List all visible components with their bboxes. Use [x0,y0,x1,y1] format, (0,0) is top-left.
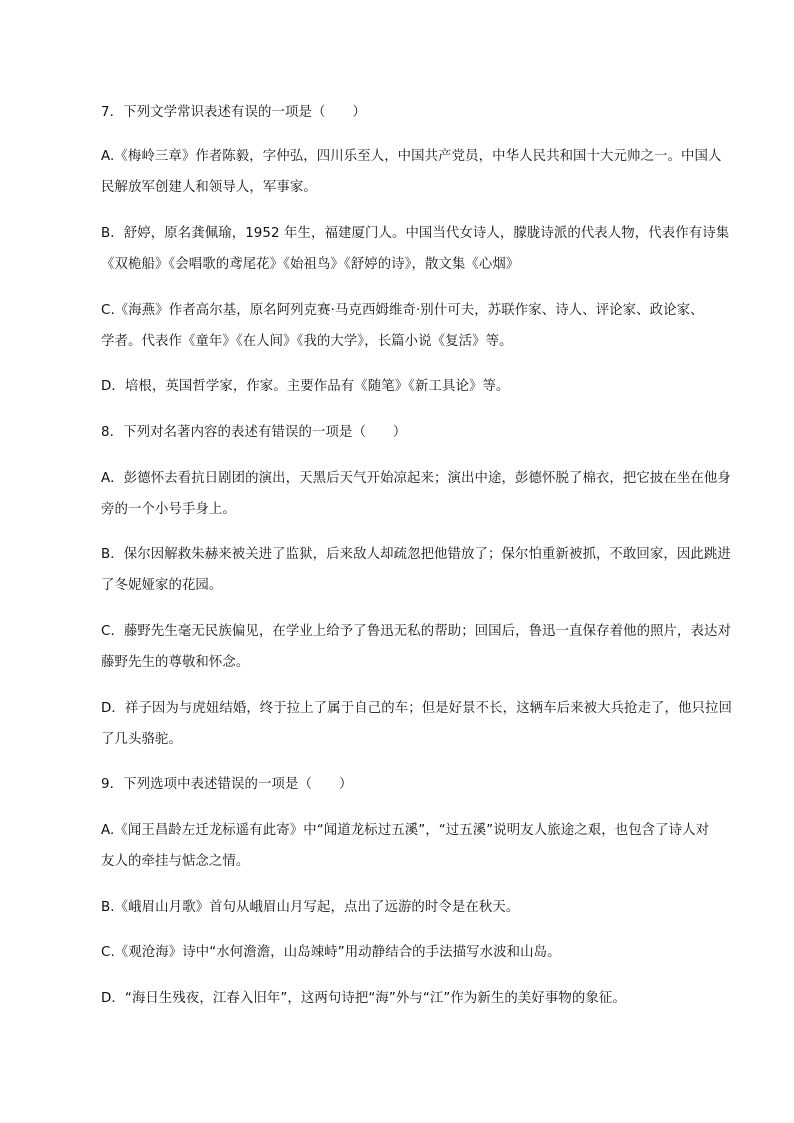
question-8-option-b-line-1: B．保尔因解救朱赫来被关进了监狱，后来敌人却疏忽把他错放了；保尔怕重新被抓，不敢回家，因此跳进 [101,547,731,562]
question-7-option-b-line-1: B．舒婷，原名龚佩瑜，1952 年生，福建厦门人。中国当代女诗人，朦胧诗派的代表人物，代表作有诗集 [101,226,730,241]
question-7-option-a-line-1: A.《梅岭三章》作者陈毅，字仲弘，四川乐至人，中国共产党员，中华人民共和国十大元帅之一。中国人 [101,149,722,164]
question-9-stem: 9．下列选项中表述错误的一项是（ ） [101,777,353,792]
question-8-option-d-line-1: D．祥子因为与虎妞结婚，终于拉上了属于自己的车；但是好景不长，这辆车后来被大兵抢走了，他只拉回 [101,701,732,716]
question-8-option-a-line-1: A．彭德怀去看抗日剧团的演出，天黑后天气开始凉起来；演出中途，彭德怀脱了棉衣，把它披在坐在他身 [101,471,731,486]
question-9-option-b-line-1: B.《峨眉山月歌》首句从峨眉山月写起，点出了远游的时令是在秋天。 [101,900,520,915]
question-8-option-d-line-2: 了几头骆驼。 [101,732,182,747]
question-9-option-c-line-1: C.《观沧海》诗中“水何澹澹，山岛竦峙”用动静结合的手法描写水波和山岛。 [101,945,561,960]
question-8-option-a-line-2: 旁的一个小号手身上。 [101,502,236,517]
question-7-option-b-line-2: 《双桅船》《会唱歌的鸢尾花》《始祖鸟》《舒婷的诗》，散文集《心烟》 [101,257,520,272]
question-8-option-c-line-2: 藤野先生的尊敬和怀念。 [101,655,250,670]
question-8-option-c-line-1: C．藤野先生毫无民族偏见，在学业上给予了鲁迅无私的帮助；回国后，鲁迅一直保存着他的照片，表达对 [101,624,732,639]
question-8-option-b-line-2: 了冬妮娅家的花园。 [101,578,223,593]
question-7-option-c-line-2: 学者。代表作《童年》《在人间》《我的大学》，长篇小说《复活》等。 [101,334,513,349]
question-9-option-a-line-1: A.《闻王昌龄左迁龙标遥有此寄》中“闻道龙标过五溪”，“过五溪”说明友人旅途之艰，也包含了诗人对 [101,823,710,838]
question-8-stem: 8．下列对名著内容的表述有错误的一项是（ ） [101,425,407,440]
question-7-stem: 7．下列文学常识表述有误的一项是（ ） [101,105,366,120]
question-7-option-c-line-1: C.《海燕》作者高尔基，原名阿列克赛·马克西姆维奇·别什可夫，苏联作家、诗人、评论家、政论家、 [101,303,704,318]
question-7-option-d-line-1: D．培根，英国哲学家，作家。主要作品有《随笔》《新工具论》等。 [101,379,510,394]
question-7-option-a-line-2: 民解放军创建人和领导人，军事家。 [101,180,317,195]
question-9-option-a-line-2: 友人的牵挂与惦念之情。 [101,854,250,869]
question-9-option-d-line-1: D．“海日生残夜，江春入旧年”，这两句诗把“海”外与“江”作为新生的美好事物的象征。 [101,991,626,1006]
